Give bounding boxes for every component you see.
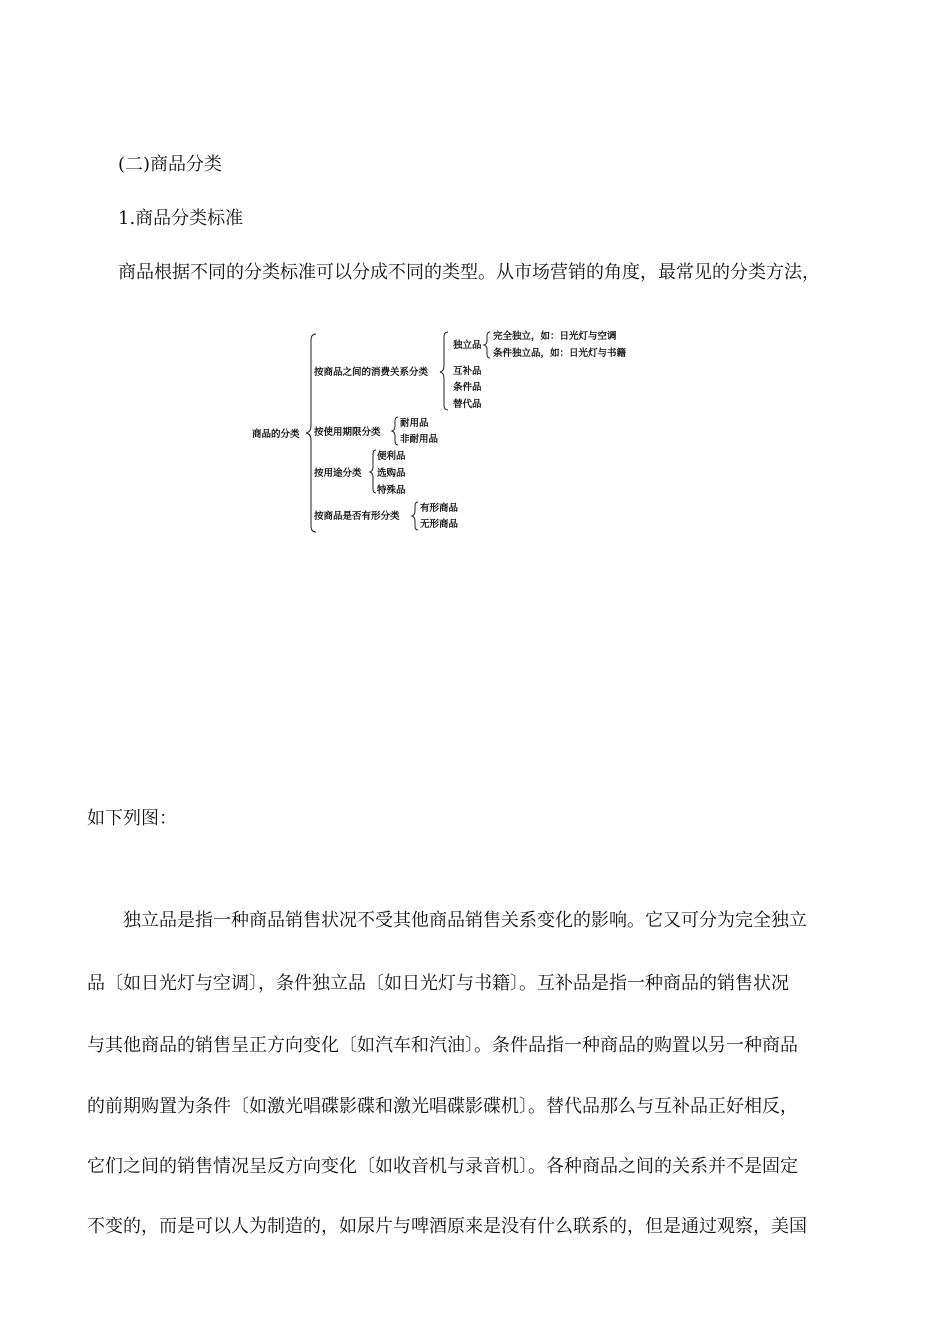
leaf-complement: 互补品 [453, 366, 482, 377]
independent-brace [484, 332, 490, 358]
branch-usage: 按用途分类 [314, 468, 362, 479]
branch4-brace [412, 502, 418, 530]
leaf-condition: 条件品 [453, 382, 482, 393]
intro-paragraph: 商品根据不同的分类标准可以分成不同的类型。从市场营销的角度，最常见的分类方法， [118, 262, 820, 283]
section-heading: (二)商品分类 [118, 154, 223, 175]
body-line: 不变的，而是可以人为制造的，如尿片与啤酒原来是没有什么联系的，但是通过观察，美国 [87, 1216, 807, 1237]
figure-lead-in: 如下列图： [87, 808, 177, 829]
tree-root-label: 商品的分类 [252, 429, 300, 440]
leaf-complete-independent: 完全独立，如：日光灯与空调 [493, 331, 617, 342]
leaf-substitute: 替代品 [453, 399, 482, 410]
branch3-brace [370, 450, 376, 493]
body-line: 品〔如日光灯与空调〕，条件独立品〔如日光灯与书籍〕。互补品是指一种商品的销售状况 [87, 973, 789, 994]
leaf-tangible: 有形商品 [420, 503, 459, 514]
leaf-convenience: 便利品 [377, 451, 406, 462]
body-line: 独立品是指一种商品销售状况不受其他商品销售关系变化的影响。它又可分为完全独立 [87, 910, 807, 931]
leaf-conditional-independent: 条件独立品，如：日光灯与书籍 [493, 348, 627, 359]
leaf-durable: 耐用品 [400, 418, 429, 429]
leaf-nondurable: 非耐用品 [400, 434, 439, 445]
leaf-specialty: 特殊品 [377, 485, 406, 496]
body-line: 与其他商品的销售呈正方向变化〔如汽车和汽油〕。条件品指一种商品的购置以另一种商品 [87, 1035, 798, 1056]
subsection-heading: 1.商品分类标准 [118, 208, 244, 229]
branch-tangibility: 按商品是否有形分类 [314, 511, 400, 522]
branch1-brace [440, 332, 448, 410]
leaf-shopping: 选购品 [377, 468, 406, 479]
body-line: 它们之间的销售情况呈反方向变化〔如收音机与录音机〕。各种商品之间的关系并不是固定 [87, 1156, 798, 1177]
body-line: 的前期购置为条件〔如激光唱碟影碟和激光唱碟影碟机〕。替代品那么与互补品正好相反， [87, 1096, 798, 1117]
branch2-brace [392, 417, 398, 445]
classification-tree-diagram [250, 326, 650, 538]
leaf-independent: 独立品 [453, 340, 482, 351]
leaf-intangible: 无形商品 [420, 519, 459, 530]
branch-consumption-relation: 按商品之间的消费关系分类 [314, 367, 429, 378]
branch-usage-period: 按使用期限分类 [314, 427, 381, 438]
